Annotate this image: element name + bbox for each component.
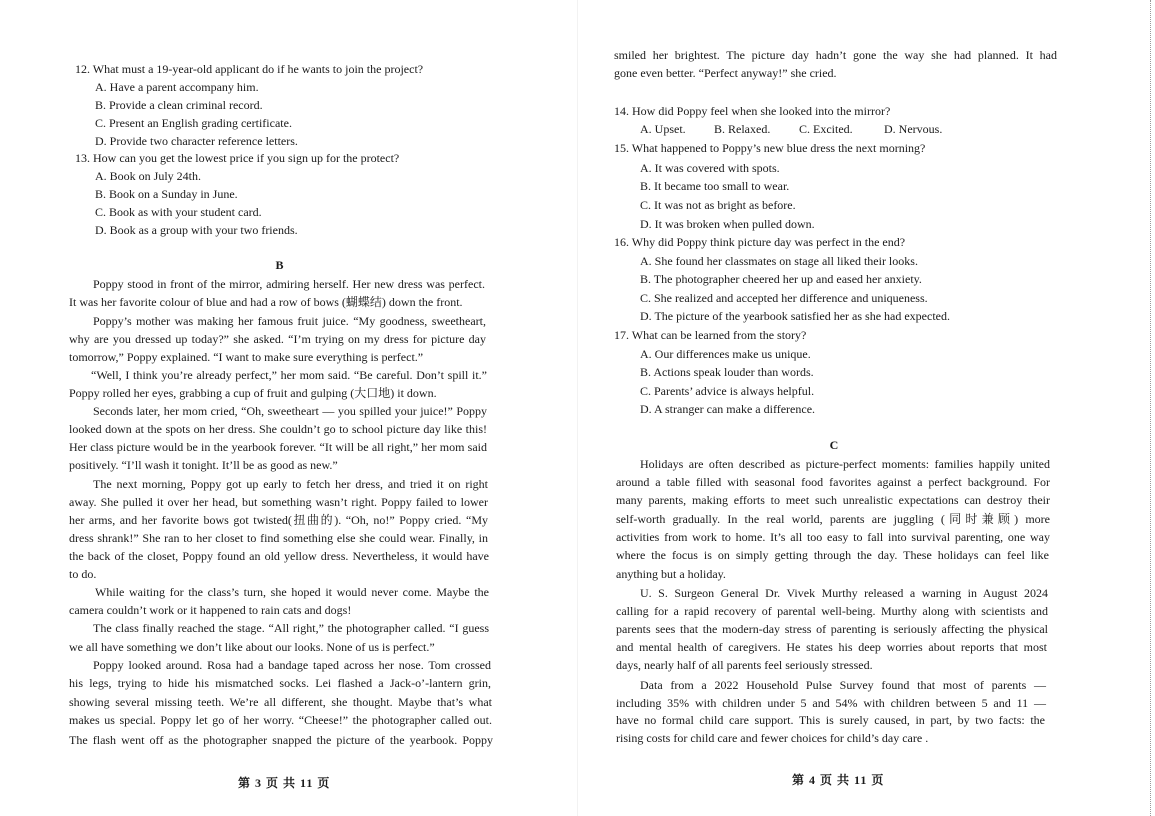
- question-14-option: C. Excited.: [799, 122, 853, 136]
- question-17-option: B. Actions speak louder than words.: [640, 365, 814, 379]
- passage-line: his legs, trying to hide his mismatched socks. Lei flashed a Jack-o’-lantern grin,: [69, 676, 491, 690]
- page-footer: 第 4 页 共 11 页: [792, 773, 885, 787]
- passage-line: dress shrank!” She ran to her closet to find something else she could wear. Finally, in: [69, 531, 488, 545]
- page-fold: [577, 0, 578, 816]
- passage-line: Poppy’s mother was making her famous fruit juice. “My goodness, sweetheart,: [93, 314, 486, 328]
- question-17-option: D. A stranger can make a difference.: [640, 402, 816, 416]
- passage-line: showing several missing teeth. We’re all different, she thought. Maybe that’s what: [69, 695, 492, 709]
- question-12-stem: 12. What must a 19-year-old applicant do if he wants to join the project?: [75, 62, 424, 76]
- passage-line: The flash went off as the photographer snapped the picture of the yearbook. Poppy: [69, 733, 493, 747]
- passage-line: activities from work to home. It’s all too easy to fall into survival parenting, one way: [616, 530, 1050, 544]
- passage-line: Holidays are often described as picture-perfect moments: families happily united: [640, 457, 1050, 471]
- passage-line: looked down at the spots on her dress. She couldn’t go to school picture day like this!: [69, 422, 487, 436]
- passage-line: and mental health of caregivers. He states his deep worries about reports that most: [616, 640, 1047, 654]
- passage-line: The next morning, Poppy got up early to fetch her dress, and tried it on right: [93, 477, 488, 491]
- question-16-option: B. The photographer cheered her up and eased her anxiety.: [640, 272, 922, 286]
- question-17-option: C. Parents’ advice is always helpful.: [640, 384, 815, 398]
- question-15-stem: 15. What happened to Poppy’s new blue dress the next morning?: [614, 141, 926, 155]
- section-c-heading: C: [829, 438, 839, 452]
- question-16-option: D. The picture of the yearbook satisfied her as she had expected.: [640, 309, 950, 323]
- passage-line: camera couldn’t work or it happened to rain cats and dogs!: [69, 603, 352, 617]
- passage-line: While waiting for the class’s turn, she hoped it would never come. Maybe the: [95, 585, 489, 599]
- question-14-option: A. Upset.: [640, 122, 686, 136]
- passage-line: makes us special. Poppy let go of her worry. “Cheese!” the photographer called out.: [69, 713, 492, 727]
- question-13-option: B. Book on a Sunday in June.: [95, 187, 238, 201]
- question-12-option: A. Have a parent accompany him.: [95, 80, 259, 94]
- question-13-option: D. Book as a group with your two friends.: [95, 223, 298, 237]
- passage-line: anything but a holiday.: [616, 567, 726, 581]
- question-16-option: A. She found her classmates on stage all liked their looks.: [640, 254, 918, 268]
- question-13-option: A. Book on July 24th.: [95, 169, 202, 183]
- question-13-stem: 13. How can you get the lowest price if you sign up for the protect?: [75, 151, 400, 165]
- question-14-option: B. Relaxed.: [714, 122, 771, 136]
- passage-line: It was her favorite colour of blue and had a row of bows (蝴蝶结) down the front.: [69, 295, 463, 309]
- question-15-option: C. It was not as bright as before.: [640, 198, 796, 212]
- passage-line: Seconds later, her mom cried, “Oh, sweetheart — you spilled your juice!” Poppy: [93, 404, 487, 418]
- passage-line: tomorrow,” Poppy explained. “I want to make sure everything is perfect.”: [69, 350, 424, 364]
- passage-line: days, nearly half of all parents feel seriously stressed.: [616, 658, 873, 672]
- question-16-stem: 16. Why did Poppy think picture day was perfect in the end?: [614, 235, 906, 249]
- passage-line: smiled her brightest. The picture day hadn’t gone the way she had planned. It had: [614, 48, 1057, 62]
- passage-line: Poppy stood in front of the mirror, admiring herself. Her new dress was perfect.: [93, 277, 485, 291]
- passage-line: Data from a 2022 Household Pulse Survey found that most of parents —: [640, 678, 1046, 692]
- passage-line: away. She pulled it over her head, but something wasn’t right. Poppy failed to lower: [69, 495, 488, 509]
- question-13-option: C. Book as with your student card.: [95, 205, 262, 219]
- question-15-option: D. It was broken when pulled down.: [640, 217, 815, 231]
- passage-line: positively. “I’ll wash it tonight. It’ll be as good as new.”: [69, 458, 338, 472]
- question-16-option: C. She realized and accepted her difference and uniqueness.: [640, 291, 928, 305]
- passage-line: many parents, making efforts to meet such unrealistic expectations can destroy their: [616, 493, 1050, 507]
- passage-line: to do.: [69, 567, 97, 581]
- question-17-stem: 17. What can be learned from the story?: [614, 328, 807, 342]
- passage-line: Her class picture would be in the yearbook forever. “It will be all right,” her mom said: [69, 440, 487, 454]
- question-14-stem: 14. How did Poppy feel when she looked into the mirror?: [614, 104, 891, 118]
- question-15-option: A. It was covered with spots.: [640, 161, 780, 175]
- question-12-option: C. Present an English grading certificate.: [95, 116, 292, 130]
- passage-line: her arms, and her favorite bows got twisted(扭曲的). “Oh, no!” Poppy cried. “My: [69, 513, 488, 527]
- passage-line: we all have something we don’t like about our looks. None of us is perfect.”: [69, 640, 435, 654]
- passage-line: including 35% with children under 5 and 54% with children between 5 and 11 —: [616, 696, 1046, 710]
- passage-line: calling for a rapid recovery of parental well-being. Murthy along with scientists and: [616, 604, 1048, 618]
- passage-line: The class finally reached the stage. “All right,” the photographer called. “I guess: [93, 621, 489, 635]
- passage-line: the back of the closet, Poppy found an old yellow dress. Nevertheless, it would have: [69, 549, 489, 563]
- question-15-option: B. It became too small to wear.: [640, 179, 790, 193]
- question-17-option: A. Our differences make us unique.: [640, 347, 811, 361]
- question-14-option: D. Nervous.: [884, 122, 943, 136]
- passage-line: U. S. Surgeon General Dr. Vivek Murthy released a warning in August 2024: [640, 586, 1048, 600]
- passage-line: self-worth gradually. In the real world, parents are juggling (同时兼顾) more: [616, 512, 1050, 526]
- passage-line: have no formal child care support. This is surely caused, in part, by two facts: the: [616, 713, 1045, 727]
- passage-line: Poppy looked around. Rosa had a bandage taped across her nose. Tom crossed: [93, 658, 491, 672]
- passage-line: Poppy rolled her eyes, grabbing a cup of fruit and gulping (大口地) it down.: [69, 386, 437, 400]
- page-footer: 第 3 页 共 11 页: [238, 776, 331, 790]
- passage-line: gone even better. “Perfect anyway!” she cried.: [614, 66, 837, 80]
- passage-line: parents sees that the modern-day stress of parenting is seriously affecting the physical: [616, 622, 1048, 636]
- section-b-heading: B: [275, 258, 284, 272]
- passage-line: where the focus is on simply getting through the day. These holidays can feel like: [616, 548, 1049, 562]
- passage-line: rising costs for child care and fewer choices for child’s day care .: [616, 731, 929, 745]
- passage-line: “Well, I think you’re already perfect,” her mom said. “Be careful. Don’t spill it.”: [91, 368, 487, 382]
- question-12-option: B. Provide a clean criminal record.: [95, 98, 263, 112]
- passage-line: around a table filled with seasonal food favorites against a perfect background. For: [616, 475, 1050, 489]
- page-edge: [1150, 0, 1151, 816]
- passage-line: why are you dressed up today?” she asked. “I’m trying on my dress for picture day: [69, 332, 486, 346]
- question-12-option: D. Provide two character reference letters.: [95, 134, 298, 148]
